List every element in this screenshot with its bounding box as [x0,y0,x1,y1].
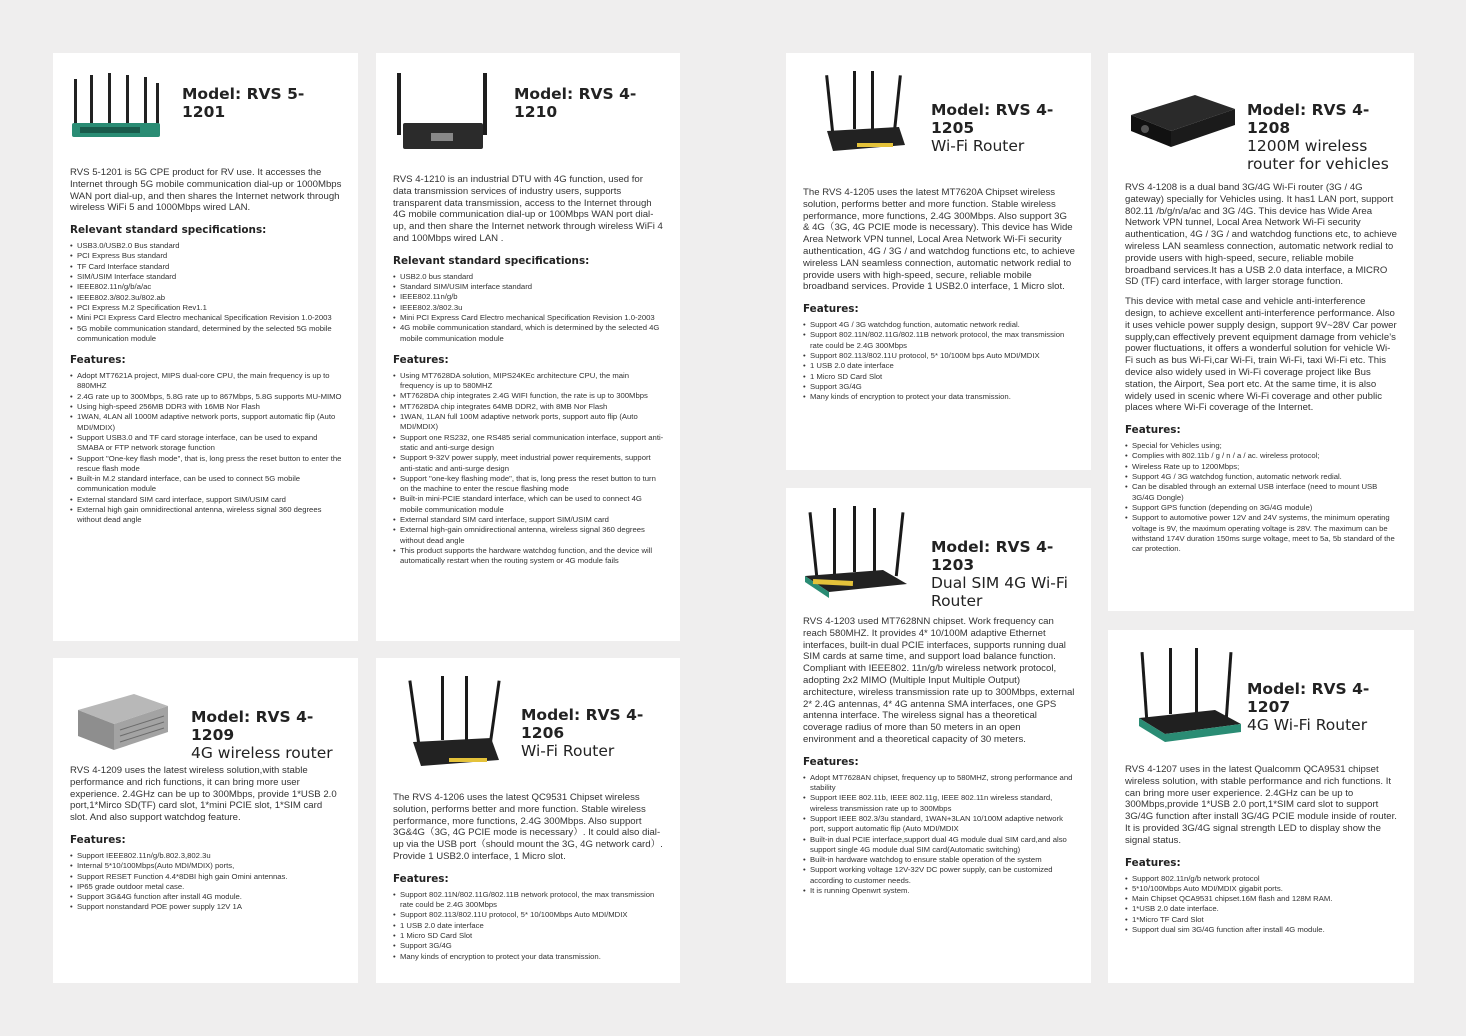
list-item: • Standard SIM/USIM interface standard [393,282,664,292]
card-description: RVS 5-1201 is 5G CPE product for RV use. It accesses the Internet through 5G mobile communication dial-up or 1000Mbps WAN port dial-up, and then shares the Internet network through wireless WiFi 5 and 1000Mbps wired LAN. [70,167,342,214]
card-rvs-4-1208 [1108,53,1414,611]
list-item: • MT7628DA chip integrates 64MB DDR2, with 8MB Nor Flash [393,402,664,412]
list-item: • Support IEEE802.11n/g/b.802.3,802.3u [70,851,342,861]
spec-heading: Relevant standard specifications: [70,224,267,237]
features-heading: Features: [803,755,859,768]
router-wifi-image [403,676,507,776]
list-item: • MT7628DA chip integrates 2.4G WIFI function, the rate is up to 300Mbps [393,391,664,401]
list-item: • 1 Micro SD Card Slot [393,931,664,941]
list-item: • This product supports the hardware watchdog function, and the device will automatically restart when the routing system or 4G module fails [393,546,664,567]
list-item: • 1*USB 2.0 date interface. [1125,904,1398,914]
router-dtu-image [393,71,493,155]
features-heading: Features: [393,353,449,366]
list-item: • IEEE802.11n/g/b/a/ac [70,282,342,292]
list-item: • IEEE802.3/802.3u [393,303,664,313]
list-item: • Support "one-key flashing mode", that is, long press the reset button to turn on the machine to enter the rescue flashing mode [393,474,664,495]
card-rvs-4-1209 [53,658,358,983]
list-item: • Support IEEE 802.3/3u standard, 1WAN+3LAN 10/100M adaptive network port, support automatic flip (Auto MDI/MDIX [803,814,1075,835]
list-item: • IEEE802.3/802.3u/802.ab [70,293,342,303]
card-description: RVS 4-1207 uses in the latest Qualcomm QCA9531 chipset wireless solution, with stable performance and rich functions. It can bring more user experience. 2.4GHz can be up to 300Mbps,provide 1*USB 2.0 port,1*SIM card slot to support 3G/4G function after install 3G/4G PCIE module inside of router. It is provided 3G/4G signal strength LED to display show the signal status. [1125,764,1397,846]
list-item: • Support working voltage 12V-32V DC power supply, can be customized according to customer needs. [803,865,1075,886]
list-item: • Mini PCI Express Card Electro mechanical Specification Revision 1.0-2003 [70,313,342,323]
card-description: RVS 4-1210 is an industrial DTU with 4G function, used for data transmission services of industry users, supports transparent data transmission, access to the Internet through 4G mobile communication dial-up or 100Mbps WAN port dial-up, and then share the Internet network through wireless WiFi 4 and 100Mbps wired LAN . [393,174,663,244]
card-description: RVS 4-1203 used MT7628NN chipset. Work frequency can reach 580MHZ. It provides 4* 10/100M adaptive Ethernet interfaces, built-in dual PCIE interfaces, supports running dual SIM cards at same time, and support load balance function. Compliant with IEEE802. 11n/g/b wireless network protocol, adopting 2x2 MIMO (Multiple Input Multiple Output) architecture, wireless transmission rate up to 300Mbps, external 2* 2.4G antennas, 4* 4G antenna SMA interfaces, one GPS antenna interface. The wireless signal has a theoretical coverage radius of more than 50 meters in an open environment and a theoretical capacity of 30 meters. [803,616,1075,745]
card-title: Model: RVS 5-1201 [182,85,305,121]
list-item: • SIM/USIM Interface standard [70,272,342,282]
list-item: • PCI Express M.2 Specification Rev1.1 [70,303,342,313]
card-description-2: This device with metal case and vehicle anti-interference design, to achieve excellent anti-interference performance. Also it uses vehicle power supply design, support 9V~28V Car power supply,can effectively prevent equipment damage from vehicle’s power fluctuations, it offers a wonderful solution for vehicle Wi-Fi such as bus Wi-Fi,car Wi-Fi, train Wi-Fi, taxi Wi-Fi etc. This device also widely used in Wi-Fi coverage project like Bus station, the Airport, Sea port etc. At the same time, it is also widely used in scenic where Wi-Fi coverage and other public places where Wi-Fi coverage of the Internet. [1125,296,1397,414]
card-title: Model: RVS 4-1207 4G Wi-Fi Router [1247,680,1370,734]
list-item: • 1 USB 2.0 date interface [803,361,1075,371]
features-heading: Features: [70,833,126,846]
card-rvs-4-1210 [376,53,680,641]
dual-sim-router-image [803,506,911,602]
card-description: RVS 4-1208 is a dual band 3G/4G Wi-Fi router (3G / 4G gateway) specially for Vehicles using. It has1 LAN port, support 802.11 /b/g/n/a/ac and 3G /4G. This device has Wide Area Network VPN tunnel, Local Area Network Wi-Fi security authentication, 4G / 3G / and watchdog functions etc, to achieve wireless LAN seamless connection, automatic network redial to provide users with high-speed, secure, reliable mobile broadband services.It has a USB 2.0 data interface, a MICRO SD (TF) card interface, with larger storage function. [1125,182,1397,288]
card-title: Model: RVS 4-1203 Dual SIM 4G Wi-Fi Router [931,538,1068,610]
list-item: • 1*Micro TF Card Slot [1125,915,1398,925]
list-item: • Internal 5*10/100Mbps(Auto MDI/MDIX) ports, [70,861,342,871]
card-title: Model: RVS 4-1208 1200M wireless router for vehicles [1247,101,1389,173]
list-item: • Support 802.11n/g/b network protocol [1125,874,1398,884]
list-item: • Many kinds of encryption to protect your data transmission. [393,952,664,962]
list-item: • Adopt MT7628AN chipset, frequency up to 580MHZ, strong performance and stability [803,773,1075,794]
list-item: • Complies with 802.11b / g / n / a / ac. wireless protocol; [1125,451,1398,461]
list-item: • Support to automotive power 12V and 24V systems, the minimum operating voltage is 9V, the maximum operating voltage is 28V. The maximum can be withstand 174V duration 150ms surge voltage, meet to 5a, 5b standard of the car protection. [1125,513,1398,554]
features-heading: Features: [1125,856,1181,869]
list-item: • 1 USB 2.0 date interface [393,921,664,931]
list-item: • Special for Vehicles using; [1125,441,1398,451]
list-item: • External standard SIM card interface, support SIM/USIM card [393,515,664,525]
list-item: • Mini PCI Express Card Electro mechanical Specification Revision 1.0-2003 [393,313,664,323]
list-item: • Support IEEE 802.11b, IEEE 802.11g, IEEE 802.11n wireless standard, wireless transmission rate up to 300Mbps [803,793,1075,814]
list-item: • 1WAN, 4LAN all 1000M adaptive network ports, support automatic flip (Auto MDI/MDIX) [70,412,342,433]
list-item: • Support 4G / 3G watchdog function, automatic network redial. [1125,472,1398,482]
list-item: • Many kinds of encryption to protect your data transmission. [803,392,1075,402]
card-title: Model: RVS 4-1206 Wi-Fi Router [521,706,644,760]
router-5g-image [68,71,164,141]
list-item: • Support 802.11N/802.11G/802.11B network protocol, the max transmission rate could be 2.4G 300Mbps [803,330,1075,351]
list-item: • Support 802.11N/802.11G/802.11B network protocol, the max transmission rate could be 2.4G 300Mbps [393,890,664,911]
list-item: • 1WAN, 1LAN full 100M adaptive network ports, support auto flip (Auto MDI/MDIX) [393,412,664,433]
features-list [803,773,1075,897]
list-item: • Support 3G/4G [393,941,664,951]
list-item: • Support GPS function (depending on 3G/4G module) [1125,503,1398,513]
list-item: • Built-in hardware watchdog to ensure stable operation of the system [803,855,1075,865]
list-item: • 5*10/100Mbps Auto MDI/MDIX gigabit ports. [1125,884,1398,894]
list-item: • External high gain omnidirectional antenna, wireless signal 360 degrees without dead angle [70,505,342,526]
spec-heading: Relevant standard specifications: [393,254,590,267]
list-item: • Can be disabled through an external USB interface (need to mount USB 3G/4G Dongle) [1125,482,1398,503]
list-item: • 2.4G rate up to 300Mbps, 5.8G rate up to 867Mbps, 5.8G supports MU-MIMO [70,392,342,402]
card-rvs-4-1206 [376,658,680,983]
list-item: • Support RESET Function 4.4*8DBI high gain Omini antennas. [70,872,342,882]
features-list [393,890,664,962]
list-item: • IP65 grade outdoor metal case. [70,882,342,892]
list-item: • Support USB3.0 and TF card storage interface, can be used to expand SMABA or FTP network storage function [70,433,342,454]
list-item: • 4G mobile communication standard, which is determined by the selected 4G mobile communication module [393,323,664,344]
features-heading: Features: [70,354,126,367]
features-list [803,320,1075,402]
list-item: • USB3.0/USB2.0 Bus standard [70,241,342,251]
list-item: • Support 3G&4G function after install 4G module. [70,892,342,902]
list-item: • Built-in mini-PCIE standard interface, which can be used to connect 4G mobile communication module [393,494,664,515]
card-title: Model: RVS 4-1209 4G wireless router [191,708,333,762]
card-title: Model: RVS 4-1205 Wi-Fi Router [931,101,1054,155]
features-list [70,371,342,525]
card-rvs-4-1203 [786,488,1091,983]
card-description: The RVS 4-1206 uses the latest QC9531 Chipset wireless solution, performs better and more function. Stable wireless performance, more functions, 2.4G 300Mbps. Also support 3G&4G（3G, 4G PCIE mode is necessary）. It could also dial-up via the USB port（should mount the 3G, 4G network card）. Provide 1 USB2.0 interface, 1 Micro slot. [393,792,663,862]
spec-list [70,241,342,344]
list-item: • Support 802.113/802.11U protocol, 5* 10/100Mbps Auto MDI/MDIX [393,910,664,920]
list-item: • Support dual sim 3G/4G function after install 4G module. [1125,925,1398,935]
list-item: • Support 9-32V power supply, meet industrial power requirements, support anti-static and anti-surge design [393,453,664,474]
list-item: • USB2.0 bus standard [393,272,664,282]
list-item: • External high-gain omnidirectional antenna, wireless signal 360 degrees without dead angle [393,525,664,546]
card-rvs-5-1201 [53,53,358,641]
list-item: • 1 Micro SD Card Slot [803,372,1075,382]
router-4g-image [1137,648,1245,748]
card-rvs-4-1207 [1108,630,1414,983]
card-description: The RVS 4-1205 uses the latest MT7620A Chipset wireless solution, performs better and more function. Stable wireless performance, more functions, 2.4G 300Mbps. Also support 3G & 4G（3G, 4G PCIE mode is necessary). This device has Wide Area Network VPN tunnel, Local Area Network Wi-Fi security authentication, 4G / 3G / and watchdog functions etc, to achieve wireless LAN seamless connection, automatic network redial to provide users with high-speed, secure, reliable mobile broadband services. Provide 1 USB2.0 interface, 1 Micro slot. [803,187,1075,293]
list-item: • Support nonstandard POE power supply 12V 1A [70,902,342,912]
list-item: • Using high-speed 256MB DDR3 with 16MB Nor Flash [70,402,342,412]
card-title: Model: RVS 4-1210 [514,85,637,121]
features-list [1125,874,1398,936]
list-item: • Support one RS232, one RS485 serial communication interface, support anti-static and anti-surge design [393,433,664,454]
list-item: • IEEE802.11n/g/b [393,292,664,302]
card-rvs-4-1205 [786,53,1091,470]
list-item: • Support 4G / 3G watchdog function, automatic network redial. [803,320,1075,330]
features-list [393,371,664,567]
router-wifi-image [813,71,913,159]
list-item: • TF Card Interface standard [70,262,342,272]
list-item: • 5G mobile communication standard, determined by the selected 5G mobile communication module [70,324,342,345]
list-item: • Using MT7628DA solution, MIPS24KEc architecture CPU, the main frequency is up to 580MHZ [393,371,664,392]
list-item: • External standard SIM card interface, support SIM/USIM card [70,495,342,505]
features-heading: Features: [393,872,449,885]
spec-list [393,272,664,344]
features-heading: Features: [803,303,859,316]
list-item: • PCI Express Bus standard [70,251,342,261]
features-list [70,851,342,913]
list-item: • Built-in dual PCIE interface,support dual 4G module dual SIM card,and also support single 4G module dual SIM card(Automatic switching) [803,835,1075,856]
outdoor-router-image [70,686,174,756]
list-item: • Support 802.113/802.11U protocol, 5* 10/100M bps Auto MDI/MDIX [803,351,1075,361]
list-item: • Support 3G/4G [803,382,1075,392]
list-item: • Adopt MT7621A project, MIPS dual-core CPU, the main frequency is up to 880MHZ [70,371,342,392]
list-item: • Wireless Rate up to 1200Mbps; [1125,462,1398,472]
features-list [1125,441,1398,554]
list-item: • Support "One-key flash mode", that is, long press the reset button to enter the rescue flash mode [70,454,342,475]
list-item: • It is running Openwrt system. [803,886,1075,896]
features-heading: Features: [1125,424,1181,437]
vehicle-router-image [1127,85,1239,155]
list-item: • Built-in M.2 standard interface, can be used to connect 5G mobile communication module [70,474,342,495]
list-item: • Main Chipset QCA9531 chipset.16M flash and 128M RAM. [1125,894,1398,904]
card-description: RVS 4-1209 uses the latest wireless solution,with stable performance and rich functions, it can bring more user experience. 2.4GHz can be up to 300Mbps, provide 1*USB 2.0 port,1*Mirco SD(TF) card slot, 1*mini PCIE slot, 1*SIM card slot. And also support watchdog feature. [70,765,337,824]
